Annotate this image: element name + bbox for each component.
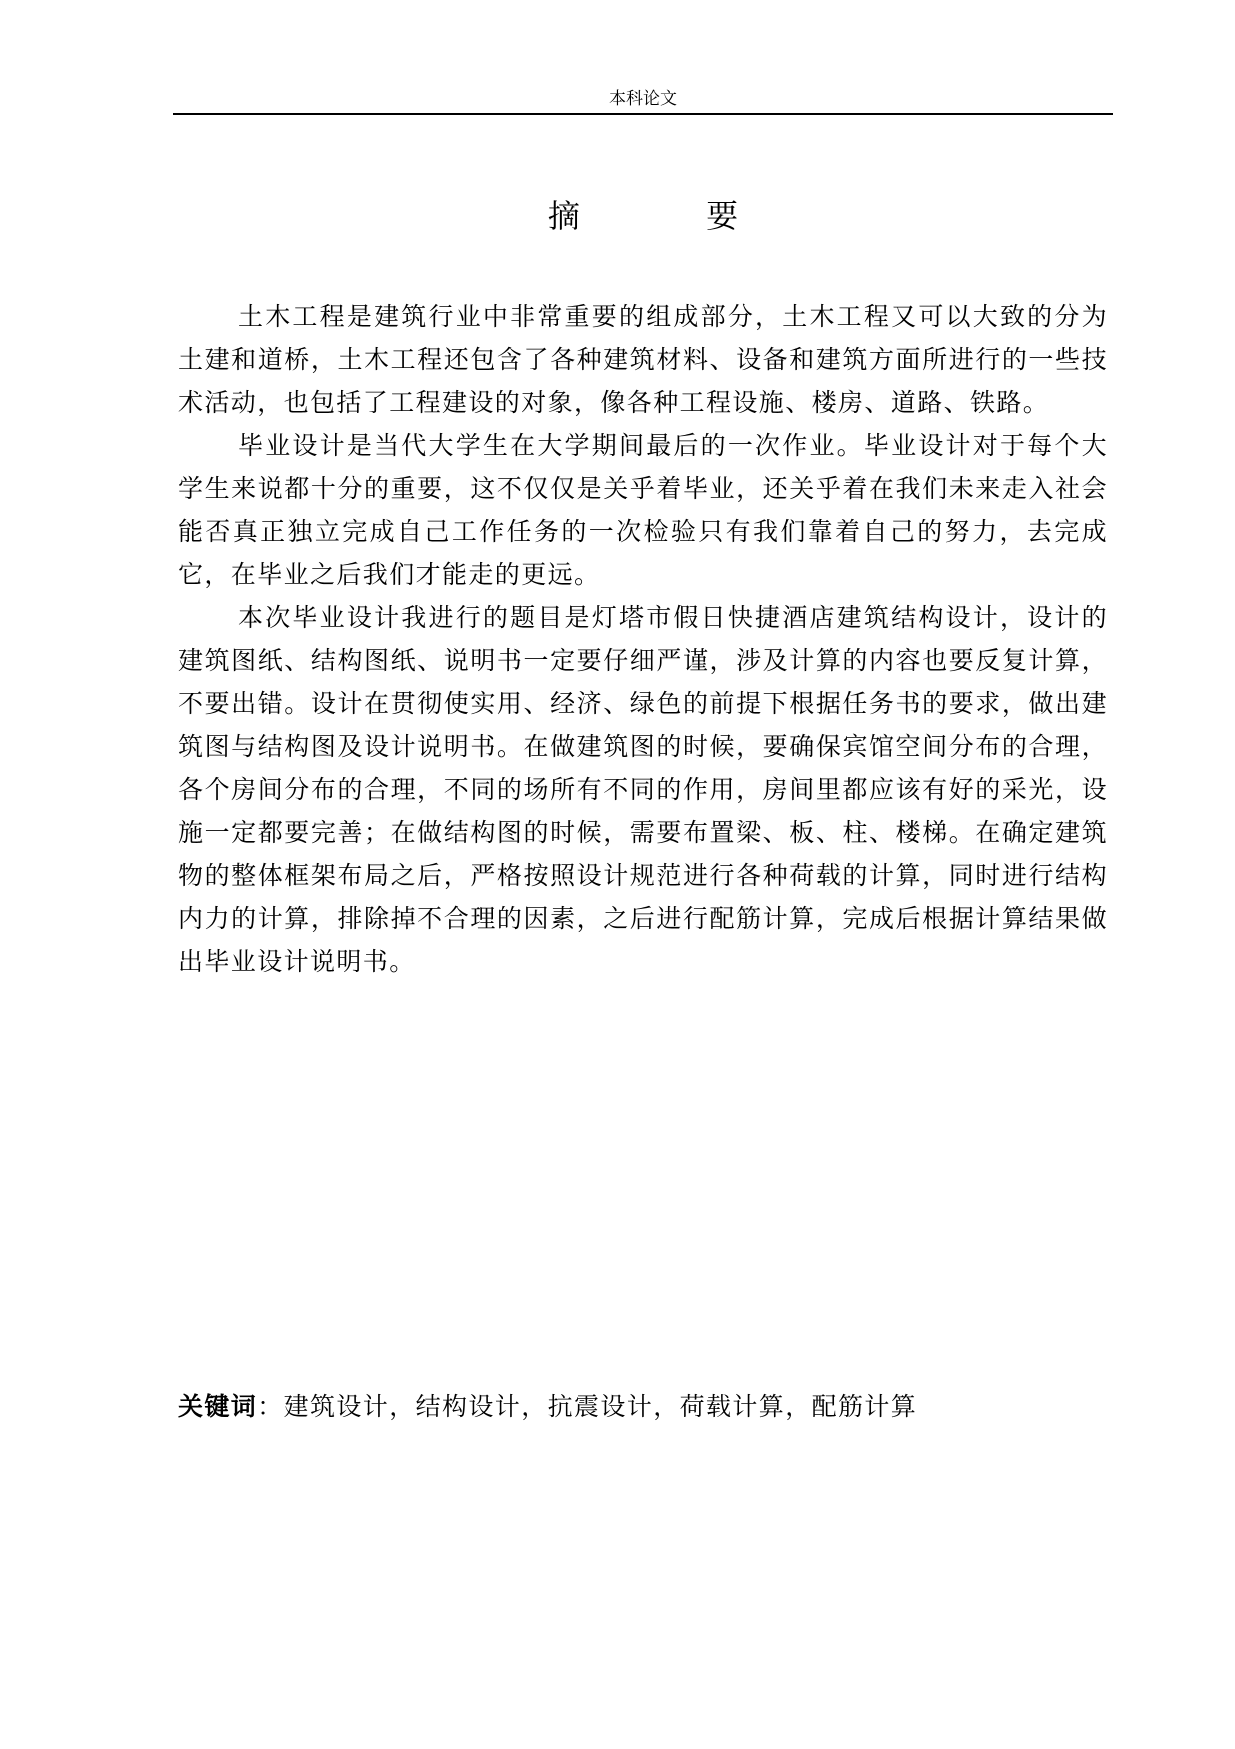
abstract-paragraph: 本次毕业设计我进行的题目是灯塔市假日快捷酒店建筑结构设计，设计的建筑图纸、结构图纸、说明书一定要仔细严谨，涉及计算的内容也要反复计算，不要出错。设计在贯彻使实用、经济、绿色的前提下根据任务书的要求，做出建筑图与结构图及设计说明书。在做建筑图的时候，要确保宾馆空间分布的合理，各个房间分布的合理，不同的场所有不同的作用，房间里都应该有好的采光，设施一定都要完善；在做结构图的时候，需要布置梁、板、柱、楼梯。在确定建筑物的整体框架布局之后，严格按照设计规范进行各种荷载的计算，同时进行结构内力的计算，排除掉不合理的因素，之后进行配筋计算，完成后根据计算结果做出毕业设计说明书。 <box>178 603 1108 976</box>
keywords-line <box>178 1385 1108 1428</box>
abstract-paragraph: 毕业设计是当代大学生在大学期间最后的一次作业。毕业设计对于每个大学生来说都十分的重要，这不仅仅是关乎着毕业，还关乎着在我们未来走入社会能否真正独立完成自己工作任务的一次检验只有我们靠着自己的努力，去完成它，在毕业之后我们才能走的更远。 <box>178 431 1108 589</box>
keywords-label: 关键词 <box>178 1392 258 1421</box>
running-header: 本科论文 <box>609 89 677 109</box>
header-rule <box>173 113 1113 115</box>
abstract-paragraph: 土木工程是建筑行业中非常重要的组成部分，土木工程又可以大致的分为土建和道桥，土木工程还包含了各种建筑材料、设备和建筑方面所进行的一些技术活动，也包括了工程建设的对象，像各种工程设施、楼房、道路、铁路。 <box>178 302 1108 417</box>
abstract-title: 摘 要 <box>547 197 797 235</box>
keywords-separator: ： <box>257 1392 284 1421</box>
keywords-value: 建筑设计，结构设计，抗震设计，荷载计算，配筋计算 <box>283 1392 918 1421</box>
abstract-body <box>178 295 1108 983</box>
